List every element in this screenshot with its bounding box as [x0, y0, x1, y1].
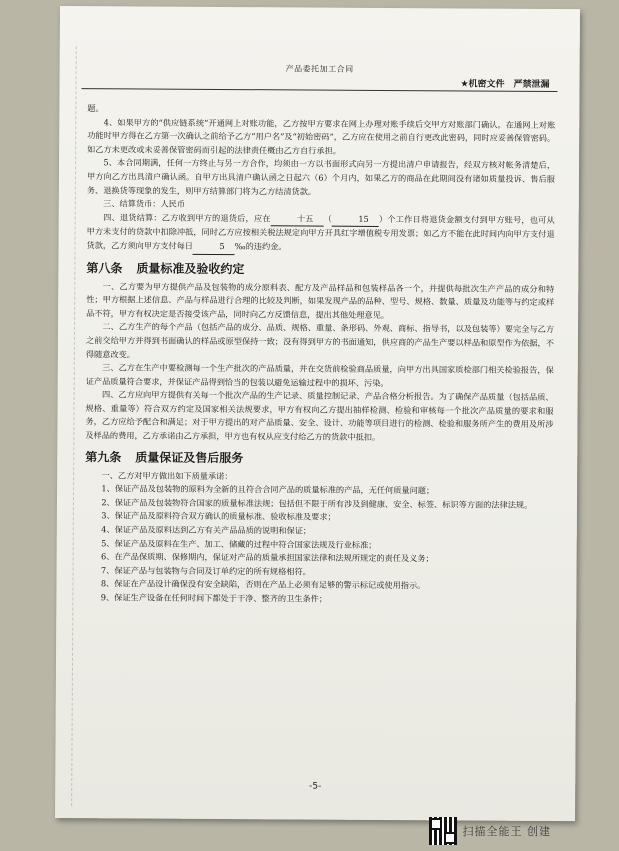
section-8-paragraph: 三、乙方在生产中要检测每一个生产批次的产品质量，并在交货前检验商品质量，向甲方出具国家质检部门相关检验报告，保证产品质量符合要求，并保证产品得到恰当的包装以避免运输过程中的损坏、污染。: [85, 362, 554, 388]
section-9-item: 9、保证生产设备在任何时间下都处于干净、整齐的卫生条件；: [100, 592, 328, 604]
section-8-paragraph: 一、乙方要为甲方提供产品及包装物的成分原料表、配方及产品样品和包装样品各一个，并提供每批次生产产品的成分和特性；甲方根据上述信息、产品与样品进行合理的比较及判断，如果发现产品的品种、型号、规格、数量、质量及功能等与约定或样品不符，甲方有权决定是否接受该产品，同时向乙方反馈信息，提出其他处理意见。: [86, 280, 555, 320]
document-page: [55, 6, 580, 821]
paragraph-return-settlement: 四、退货结算：乙方收到甲方的退货后，应在 十五 （ 15 ）个工作日将退货金额支付到甲方账号，也可从甲方未支付的贷款中扣除冲抵，同时乙方应按相关税法规定向甲方开具红字增值税专用发票；如乙方不能在此时间内向甲方支付退货款，乙方须向甲方支付每日 5 ‰的违约金。: [86, 211, 554, 257]
section-9-item: 7、保证产品与包装物与合同及订单约定的所有规格相符。: [100, 565, 311, 577]
paragraph-settlement-currency: 三、结算货币：人民币: [103, 198, 186, 209]
section-9-intro: 一、乙方对甲方做出如下质量承诺：: [101, 469, 233, 481]
section-9-heading: 第九条 质量保证及售后服务: [85, 449, 244, 465]
section-9-item: 5、保证产品及原料在生产、加工、储藏的过程中符合国家法规及行业标准；: [101, 537, 377, 550]
return-days-number: 15: [332, 212, 379, 227]
paragraph-online-reconciliation: 4、如果甲方的“供应链系统”开通网上对账功能，乙方按甲方要求在网上办理对账手续后交甲方对账部门确认。在通网上对账功能时甲方得在乙方第一次确认之前给予乙方“用户名”及“初始密码”，乙方应在使用之前自行更改此密码，同时应妥善保管密码。如乙方未更改或未妥善保管密码而引起的法律责任概由乙方自行承担。: [87, 116, 556, 156]
document-body: [84, 102, 555, 607]
section-8-heading: 第八条 质量标准及验收约定: [86, 260, 245, 276]
scanner-watermark: [429, 817, 552, 845]
header-title: 产品委托加工合同: [285, 64, 354, 74]
section-9-item: 4、保证产品及原料达到乙方有关产品品质的说明和保证；: [101, 524, 312, 536]
penalty-rate: 5: [193, 240, 235, 255]
confidential-label: ★机密文件 严禁泄漏: [460, 79, 550, 90]
section-9-item: 2、保证产品及包装物符合国家的质量标准法规；包括但不限于所有涉及到健康、安全、标签、标识等方面的法律法规。: [101, 497, 533, 510]
section-9-item: 3、保证产品及原料符合双方确认的质量标准、验收标准及要求；: [101, 510, 336, 523]
qr-code-icon: [429, 817, 457, 845]
section-9-item: 6、在产品保质期、保修期内，保证对产品的质量承担国家法律和法规所规定的责任及义务；: [100, 551, 434, 564]
binding-margin: [71, 46, 78, 806]
intro-fragment: 题。: [87, 103, 104, 114]
paragraph-contract-expiry: 5、本合同期满，任何一方终止与另一方合作，均须由一方以书面形式向另一方提出清户申请报告，经双方核对帐务清楚后，甲方向乙方出具清户确认函。自甲方出具清户确认函之日起六（6）个月内，如果乙方的商品在此期间没有诸如质量投诉、售后服务、退换货等现象的发生，则甲方结算部门将为乙方结清货款。: [86, 157, 556, 197]
scanner-label: 扫描全能王 创建: [462, 825, 551, 838]
return-days-chinese: 十五: [271, 212, 324, 227]
section-8-paragraph: 四、乙方应向甲方提供有关每一个批次产品的生产记录、质量控制记录、产品合格分析报告。为了确保产品质量（包括品质、规格、重量等）符合双方约定及国家相关法规要求，甲方有权向乙方提出抽样检测、检验和审核每一个批次产品质量的要求和服务，乙方应给予配合和满足；对于甲方提出的对产品质量、安全、设计、功能等项目进行的检测、检验和服务所产生的费用及所涉及样品的费用，乙方承诺由乙方承担，甲方也有权从应支付给乙方的货款中抵扣。: [85, 389, 554, 443]
section-9-item: 8、保证在产品设计确保没有安全缺陷，否则在产品上必须有足够的警示标记或使用指示。: [100, 578, 426, 591]
page-number: -5-: [309, 781, 322, 792]
section-8-paragraph: 二、乙方生产的每个产品（包括产品的成分、品质、规格、重量、条形码、外观、商标、指导书，以及包装等）要完全与乙方之前交给甲方并得到书面确认的样品或原型保持一致；没有得到甲方的书面通知，供应商的产品生产要以样品和原型作为依据，不得随意改变。: [85, 321, 555, 359]
section-9-item: 1、保证产品及包装物的原料为全新的且符合合同产品的质量标准的产品，无任何质量问题；: [101, 483, 435, 496]
